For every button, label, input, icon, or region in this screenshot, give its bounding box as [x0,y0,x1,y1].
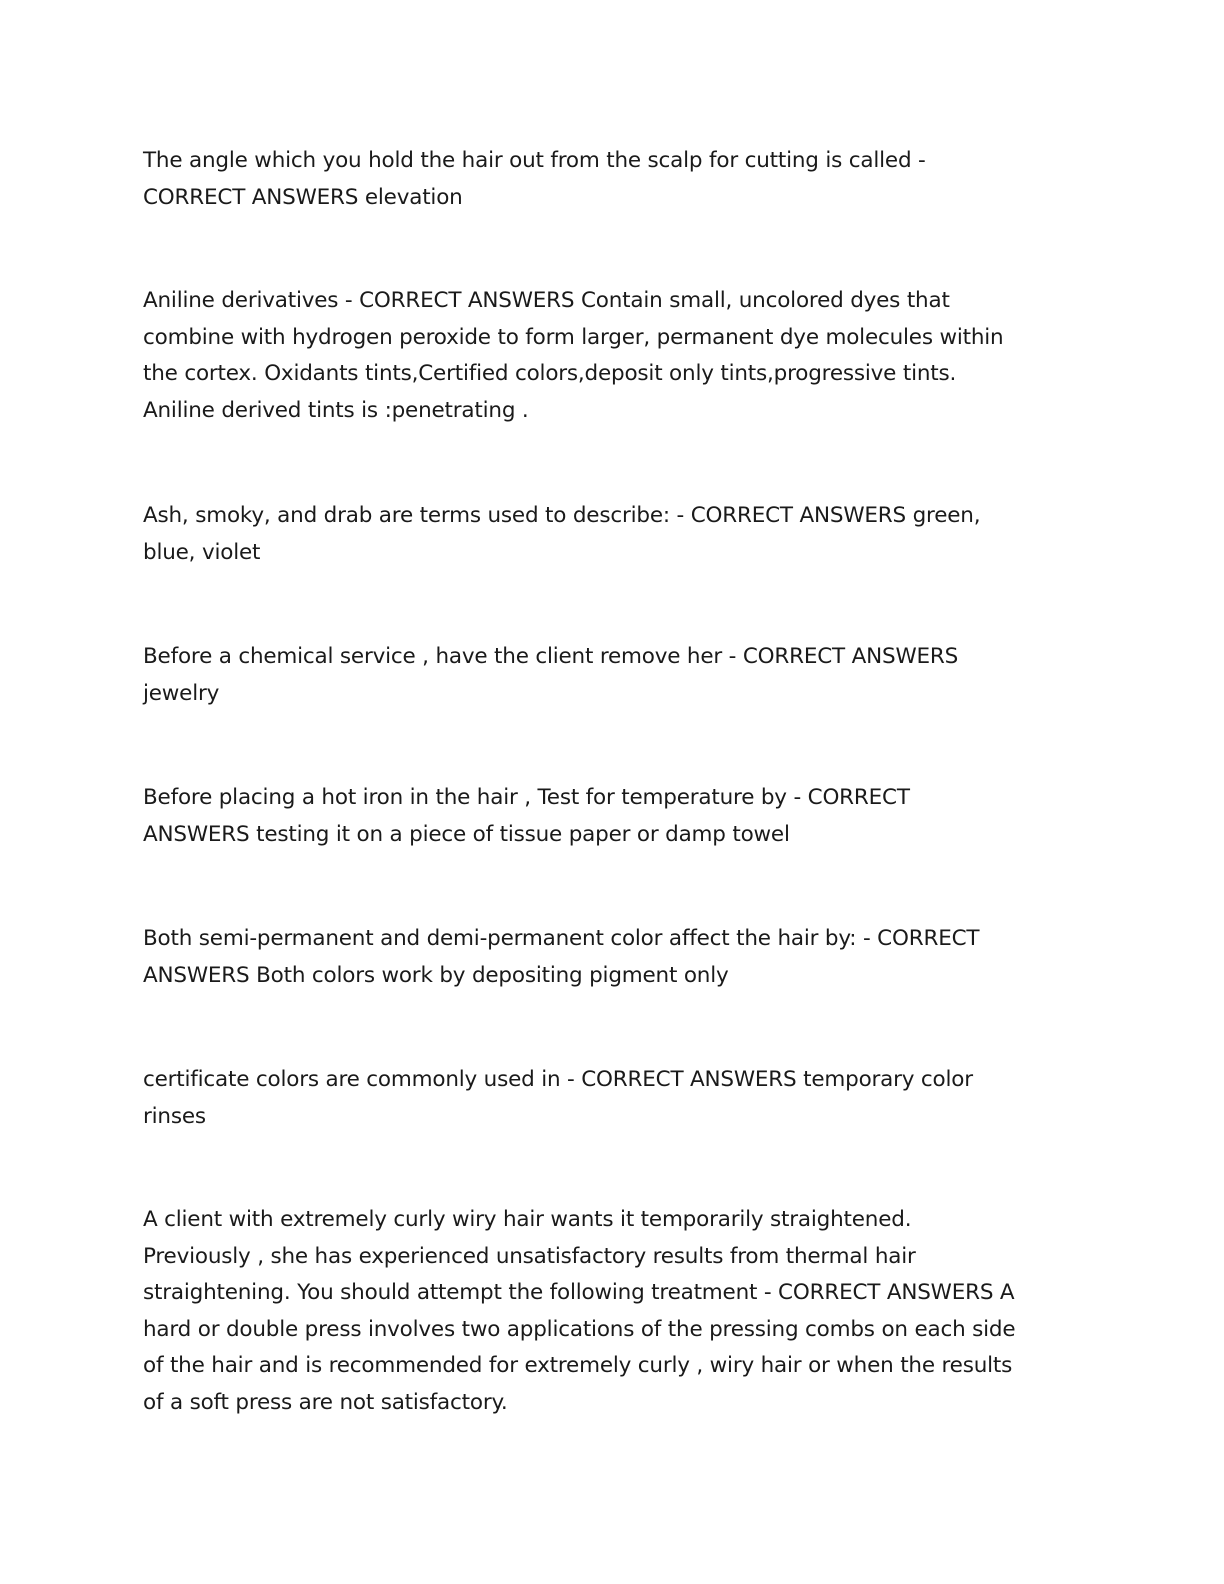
qa-entry-chemical-service-jewelry: Before a chemical service , have the client remove her - CORRECT ANSWERS jewelry [143,644,959,706]
qa-entry-hot-iron-temperature: Before placing a hot iron in the hair , Test for temperature by - CORRECT ANSWERS testing it on a piece of tissue paper or damp towel [143,785,910,847]
qa-entry-ash-smoky-drab: Ash, smoky, and drab are terms used to describe: - CORRECT ANSWERS green, blue, violet [143,503,981,565]
qa-entry-certificate-colors: certificate colors are commonly used in - CORRECT ANSWERS temporary color rinses [143,1067,973,1129]
qa-entry-hard-double-press: A client with extremely curly wiry hair wants it temporarily straightened. Previously , she has experienced unsatisfactory results from thermal hair straightening. You should attempt the following treatment - CORRECT ANSWERS A hard or double press involves two applications of the pressing combs on each side of the hair and is recommended for extremely curly , wiry hair or when the results of a soft press are not satisfactory. [143,1207,1016,1415]
qa-entry-elevation: The angle which you hold the hair out from the scalp for cutting is called - CORRECT ANSWERS elevation [143,148,926,210]
qa-entry-aniline-derivatives: Aniline derivatives - CORRECT ANSWERS Contain small, uncolored dyes that combine with hydrogen peroxide to form larger, permanent dye molecules within the cortex. Oxidants tints,Certified colors,deposit only tints,progressive tints. Aniline derived tints is :penetrating . [143,288,1004,423]
qa-entry-semi-demi-permanent: Both semi-permanent and demi-permanent color affect the hair by: - CORRECT ANSWERS Both colors work by depositing pigment only [143,926,980,988]
